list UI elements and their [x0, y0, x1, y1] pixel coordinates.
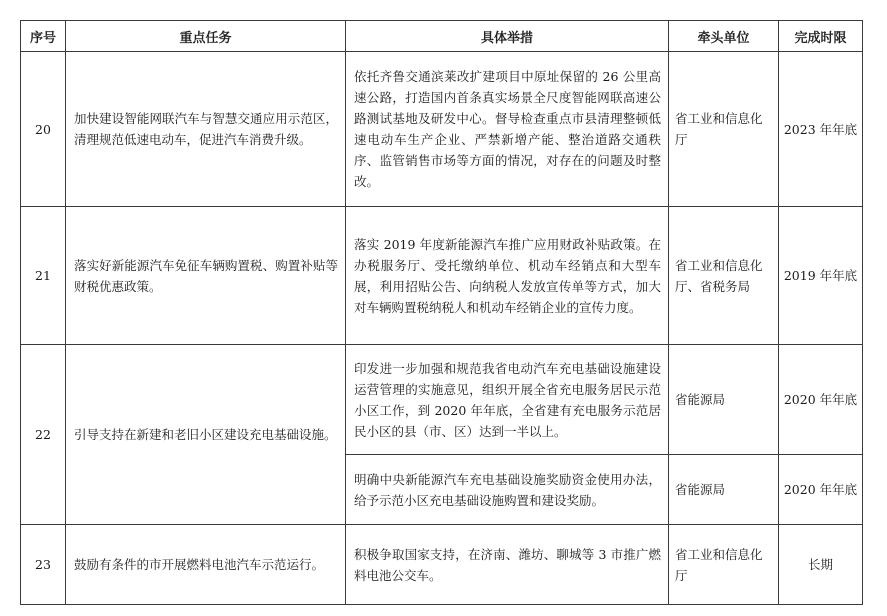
- row-task: 加快建设智能网联汽车与智慧交通应用示范区，清理规范低速电动车，促进汽车消费升级。: [66, 52, 346, 207]
- row-number: 20: [21, 52, 66, 207]
- row-lead-unit: 省能源局: [669, 455, 779, 525]
- row-number: 22: [21, 345, 66, 525]
- row-lead-unit: 省能源局: [669, 345, 779, 455]
- header-measures: 具体举措: [346, 21, 669, 52]
- header-lead: 牵头单位: [669, 21, 779, 52]
- row-lead-unit: 省工业和信息化厅: [669, 525, 779, 605]
- task-table: [20, 20, 863, 605]
- row-deadline: 2020 年年底: [779, 345, 863, 455]
- header-deadline: 完成时限: [779, 21, 863, 52]
- table-row: [21, 525, 863, 605]
- row-measures: 明确中央新能源汽车充电基础设施奖励资金使用办法，给予示范小区充电基础设施购置和建设奖励。: [346, 455, 669, 525]
- row-measures: 积极争取国家支持，在济南、潍坊、聊城等 3 市推广燃料电池公交车。: [346, 525, 669, 605]
- row-deadline: 长期: [779, 525, 863, 605]
- table-row: [21, 52, 863, 207]
- table-row: [21, 345, 863, 455]
- row-measures: 印发进一步加强和规范我省电动汽车充电基础设施建设运营管理的实施意见，组织开展全省充电服务居民示范小区工作，到 2020 年年底，全省建有充电服务示范居民小区的县（市、区）达到一半以上。: [346, 345, 669, 455]
- row-task: 引导支持在新建和老旧小区建设充电基础设施。: [66, 345, 346, 525]
- header-task: 重点任务: [66, 21, 346, 52]
- row-deadline: 2023 年年底: [779, 52, 863, 207]
- row-lead-unit: 省工业和信息化厅: [669, 52, 779, 207]
- row-number: 21: [21, 207, 66, 345]
- row-task: 鼓励有条件的市开展燃料电池汽车示范运行。: [66, 525, 346, 605]
- header-no: 序号: [21, 21, 66, 52]
- row-lead-unit: 省工业和信息化厅、省税务局: [669, 207, 779, 345]
- row-number: 23: [21, 525, 66, 605]
- table-header-row: [21, 21, 863, 52]
- row-measures: 落实 2019 年度新能源汽车推广应用财政补贴政策。在办税服务厅、受托缴纳单位、机动车经销点和大型车展，利用招贴公告、向纳税人发放宣传单等方式，加大对车辆购置税纳税人和机动车经销企业的宣传力度。: [346, 207, 669, 345]
- row-deadline: 2020 年年底: [779, 455, 863, 525]
- row-measures: 依托齐鲁交通滨莱改扩建项目中原址保留的 26 公里高速公路，打造国内首条真实场景全尺度智能网联高速公路测试基地及研发中心。督导检查重点市县清理整顿低速电动车生产企业、严禁新增产能、整治道路交通秩序、监管销售市场等方面的情况，对存在的问题及时整改。: [346, 52, 669, 207]
- table-row: [21, 207, 863, 345]
- row-deadline: 2019 年年底: [779, 207, 863, 345]
- row-task: 落实好新能源汽车免征车辆购置税、购置补贴等财税优惠政策。: [66, 207, 346, 345]
